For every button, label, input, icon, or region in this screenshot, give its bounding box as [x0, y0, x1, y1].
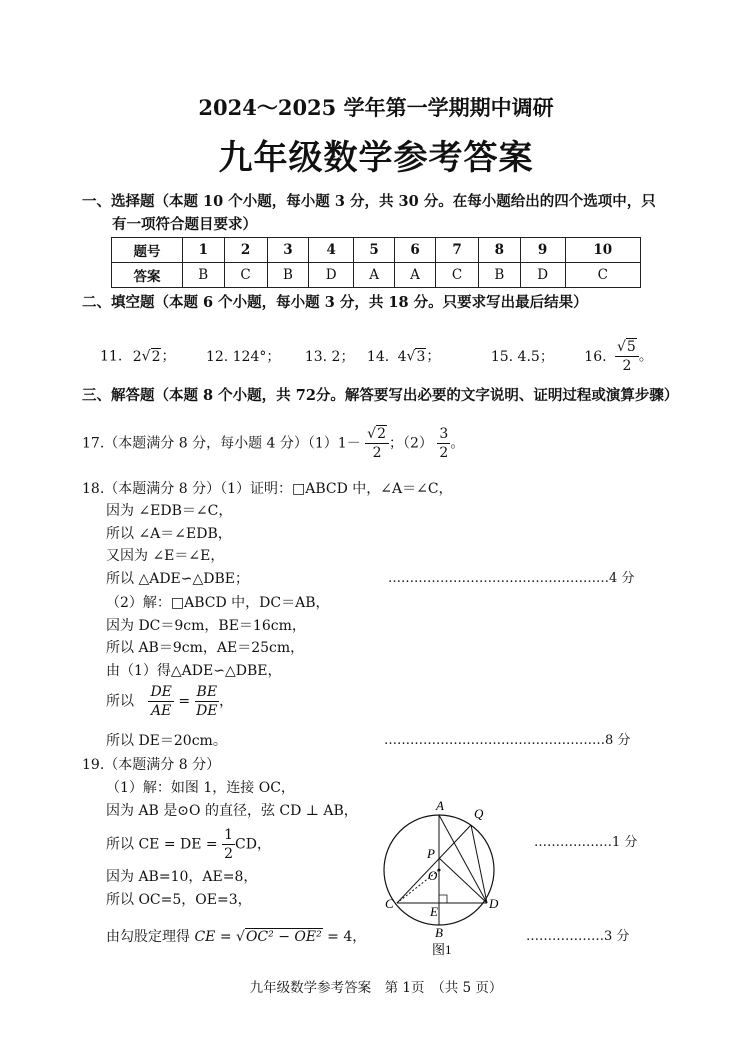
- segment-qd: [471, 825, 487, 903]
- q17-fraction-1: $\frac{√2}{2}$: [365, 425, 389, 462]
- q17-fraction-2: $\frac{3}{2}$: [439, 426, 449, 461]
- fill-in-answers: 11. 2√2； 12. 124°； 13. 2； 14. 4√3； 15. 4.5； 16. $\frac{√5}{2}$ 。: [100, 339, 653, 374]
- table-cell: B: [479, 263, 521, 288]
- label-c: C: [385, 896, 394, 911]
- exam-title: 2024～2025 学年第一学期期中调研: [198, 95, 554, 120]
- q18-line: 所以 ∠A＝∠EDB，: [106, 526, 232, 542]
- q18-line: 所以 △ADE∽△DBE；: [106, 571, 250, 587]
- q18-line: 所以 AB＝9cm，AE＝25cm，: [106, 640, 305, 656]
- right-angle-mark: [439, 895, 447, 903]
- q19-line: （1）解：如图 1，连接 OC，: [106, 780, 295, 796]
- table-cell: 8: [479, 238, 521, 263]
- table-cell: 1: [183, 238, 225, 263]
- section3-heading: 三、解答题（本题 8 个小题，共 72分。解答要写出必要的文字说明、证明过程或演算步骤）: [82, 387, 679, 404]
- table-cell: B: [267, 263, 309, 288]
- q19-score-2: ………………3 分: [526, 929, 630, 944]
- label-p: P: [427, 846, 435, 861]
- q19-line: 所以 OC=5，OE=3，: [106, 892, 252, 908]
- table-row: [112, 238, 641, 263]
- answer-key-title: 九年级数学参考答案: [218, 138, 534, 178]
- q18-score-1: ……………………………………………4 分: [388, 571, 635, 586]
- geometry-figure-1: [376, 790, 516, 960]
- q18-line: 所以 DE＝20cm。: [106, 733, 227, 749]
- table-cell: A: [395, 263, 436, 288]
- label-d: D: [489, 896, 499, 911]
- section1-heading: 一、选择题（本题 10 个小题，每小题 3 分，共 30 分。在每小题给出的四个选项中，只 有一项符合题目要求）: [82, 193, 656, 233]
- page-footer: 九年级数学参考答案 第 1页 （共 5 页）: [249, 980, 503, 996]
- table-header-cell: 答案: [112, 263, 183, 288]
- table-cell: 4: [309, 238, 354, 263]
- q19-ce-de: 所以 CE = DE = $\frac{1}{2}$ CD，: [106, 827, 271, 862]
- q19-line: 因为 AB=10，AE=8，: [106, 869, 258, 885]
- section2-heading: 二、填空题（本题 6 个小题，每小题 3 分，共 18 分。只要求写出最后结果）: [82, 294, 588, 311]
- q18-line: 18.（本题满分 8 分）（1）证明：□ABCD 中，∠A＝∠C，: [82, 481, 453, 497]
- label-b: B: [435, 925, 443, 940]
- table-header-cell: 题号: [112, 238, 183, 263]
- table-cell: C: [565, 263, 640, 288]
- table-cell: B: [183, 263, 225, 288]
- label-a: A: [436, 798, 444, 813]
- figure-caption: 图1: [432, 942, 452, 957]
- table-cell: C: [435, 263, 478, 288]
- table-cell: 3: [267, 238, 309, 263]
- q18-line: 又因为 ∠E＝∠E，: [106, 548, 225, 564]
- q19-score-1: ………………1 分: [534, 835, 638, 850]
- table-cell: 2: [224, 238, 267, 263]
- answer-table: [111, 237, 641, 288]
- table-cell: D: [309, 263, 354, 288]
- table-cell: D: [520, 263, 565, 288]
- segment-pd: [439, 858, 487, 903]
- q19-line: 因为 AB 是⊙O 的直径，弦 CD ⊥ AB，: [106, 803, 358, 819]
- table-cell: A: [354, 263, 395, 288]
- table-cell: C: [224, 263, 267, 288]
- q18-line: 由（1）得△ADE∽△DBE，: [106, 663, 282, 679]
- table-cell: 7: [435, 238, 478, 263]
- q18-score-2: ……………………………………………8 分: [384, 733, 631, 748]
- q18-line: 因为 ∠EDB＝∠C，: [106, 503, 233, 519]
- q17: 17.（本题满分 8 分，每小题 4 分）（1）1－ $\frac{√2}{2}$ ；（2） $\frac{3}{2}$ 。: [82, 426, 465, 461]
- table-cell: 6: [395, 238, 436, 263]
- q19-line: 19.（本题满分 8 分）: [82, 757, 221, 773]
- label-e: E: [430, 904, 438, 919]
- q19-pythagoras: 由勾股定理得 CE = √OC² − OE² = 4，: [106, 929, 367, 945]
- center-point: [438, 869, 441, 872]
- label-o: O: [428, 868, 438, 883]
- table-row: [112, 263, 641, 288]
- segment-ad: [439, 815, 487, 903]
- segment-qc: [397, 825, 471, 903]
- table-cell: 5: [354, 238, 395, 263]
- table-cell: 9: [520, 238, 565, 263]
- table-cell: 10: [565, 238, 640, 263]
- q16-fraction: $\frac{√5}{2}$: [615, 338, 639, 375]
- q18-line: （2）解：□ABCD 中，DC＝AB，: [106, 595, 330, 611]
- q18-line: 因为 DC＝9cm，BE＝16cm，: [106, 618, 306, 634]
- q18-ratio: 所以 $\frac{DE}{AE}$ = $\frac{BE}{DE}$ ，: [106, 684, 234, 719]
- label-q: Q: [474, 806, 484, 821]
